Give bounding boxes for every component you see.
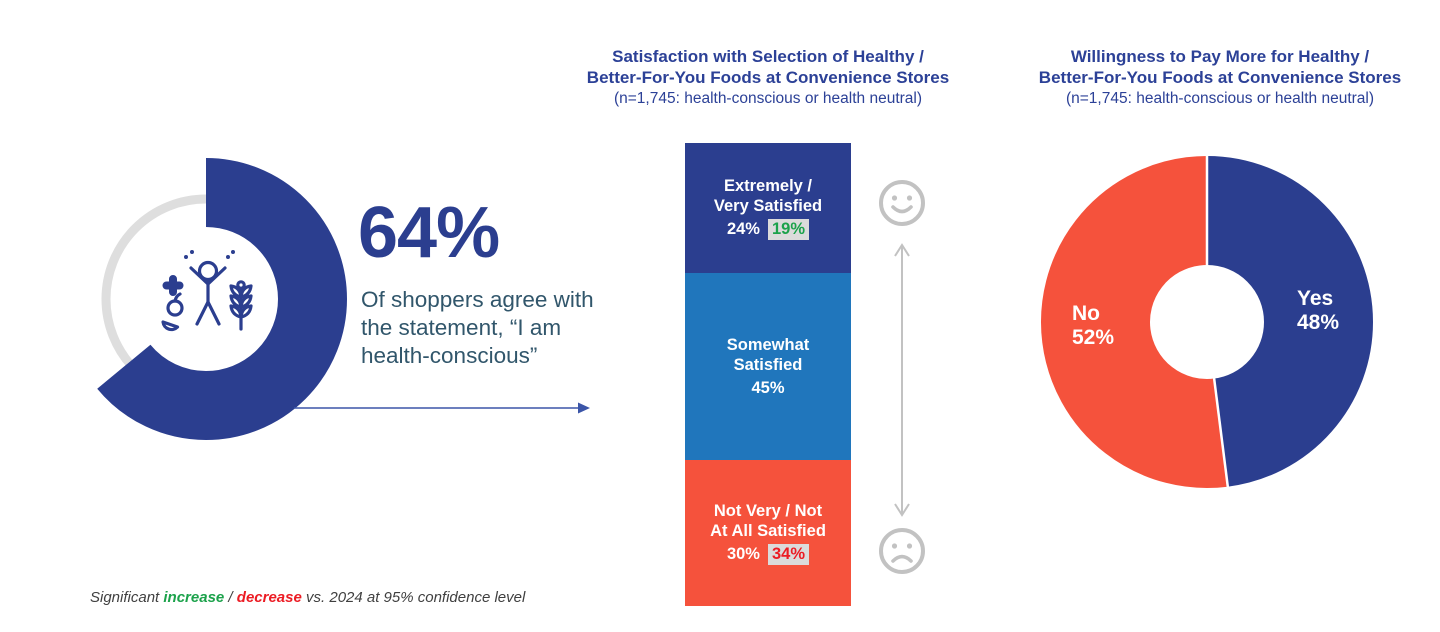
gauge-description: Of shoppers agree with the statement, “I am health-conscious” (361, 287, 594, 368)
gauge-value: 64% (358, 193, 500, 273)
donut-slices (1082, 155, 1331, 488)
segment-label: Extremely / Very Satisfied 24% 19% (713, 176, 823, 239)
satisfaction-bar (685, 143, 851, 606)
gauge-arc (100, 193, 313, 406)
willingness-chart-title (1000, 46, 1440, 109)
connector-arrow-right (290, 398, 592, 418)
footnote-decrease: decrease (236, 589, 302, 606)
sad-face-icon (881, 530, 923, 572)
significance-footnote (90, 589, 525, 606)
bar-segment-1 (685, 273, 851, 460)
slice-label-no (1072, 302, 1114, 350)
title-subtitle: (n=1,745: health-conscious or health neutral) (613, 90, 923, 107)
bar-segment-2 (685, 460, 851, 606)
vs-2024-badge: 19% (768, 219, 809, 240)
footnote-prefix: Significant (90, 589, 164, 606)
slice-name: Yes (1297, 287, 1334, 310)
health-conscious-person-icon (163, 252, 251, 330)
title-line-1: Willingness to Pay More for Healthy / (1070, 47, 1370, 66)
footnote-suffix: vs. 2024 at 95% confidence level (301, 589, 526, 606)
footnote-separator: / (224, 589, 237, 606)
title-subtitle: (n=1,745: health-conscious or health neutral) (1065, 90, 1375, 107)
title-line-2: Better-For-You Foods at Convenience Stores (586, 68, 950, 87)
segment-percent: 24% (726, 220, 760, 239)
slice-label-yes (1297, 287, 1339, 335)
segment-label: Somewhat Satisfied 45% (726, 335, 810, 397)
vs-2024-badge: 34% (768, 544, 809, 565)
satisfaction-axis (870, 175, 934, 585)
slice-pct: 52% (1072, 326, 1115, 349)
title-line-1: Satisfaction with Selection of Healthy / (612, 47, 924, 66)
footnote-increase: increase (163, 589, 225, 606)
title-line-2: Better-For-You Foods at Convenience Stores (1038, 68, 1402, 87)
segment-percent: 45% (751, 378, 785, 397)
satisfaction-range-arrow (895, 245, 909, 515)
happy-face-icon (881, 182, 923, 224)
segment-percent: 30% (726, 545, 760, 564)
segment-label: Not Very / Not At All Satisfied 30% 34% (710, 501, 826, 564)
slice-name: No (1072, 302, 1100, 325)
bar-segment-0 (685, 143, 851, 273)
arrowhead-icon (578, 403, 590, 414)
satisfaction-chart-title (540, 46, 996, 109)
slice-pct: 48% (1297, 311, 1340, 334)
